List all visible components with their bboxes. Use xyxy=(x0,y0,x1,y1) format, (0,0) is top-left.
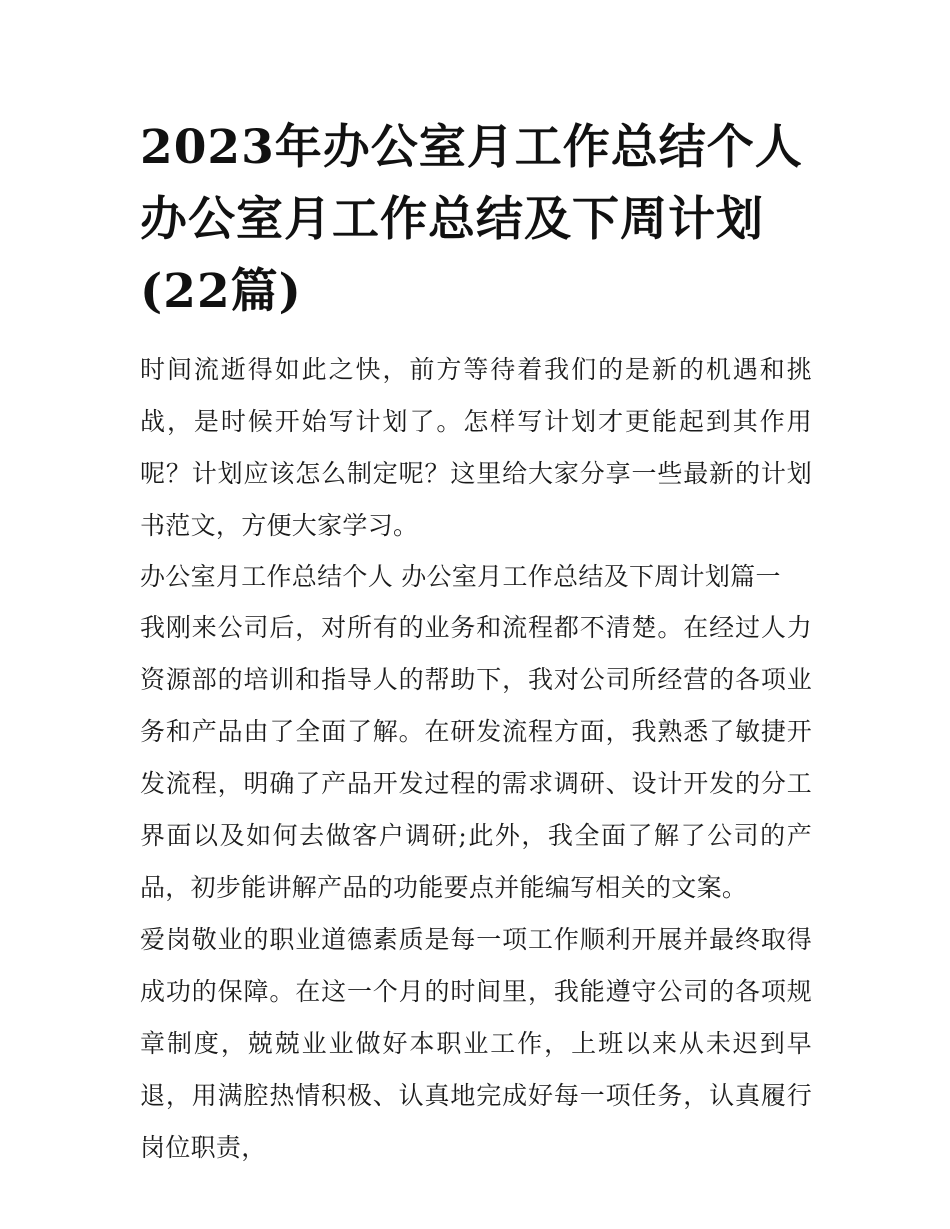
intro-paragraph: 时间流逝得如此之快，前方等待着我们的是新的机遇和挑战，是时候开始写计划了。怎样写计划才更能起到其作用呢？计划应该怎么制定呢？这里给大家分享一些最新的计划书范文，方便大家学习。 xyxy=(140,355,812,540)
body-paragraph: 爱岗敬业的职业道德素质是每一项工作顺利开展并最终取得成功的保障。在这一个月的时间里，我能遵守公司的各项规章制度，兢兢业业做好本职业工作，上班以来从未迟到早退，用满腔热情积极、认真地完成好每一项任务，认真履行岗位职责， xyxy=(140,925,812,1162)
body-paragraph: 我刚来公司后，对所有的业务和流程都不清楚。在经过人力资源部的培训和指导人的帮助下，我对公司所经营的各项业务和产品由了全面了解。在研发流程方面，我熟悉了敏捷开发流程，明确了产品开发过程的需求调研、设计开发的分工界面以及如何去做客户调研;此外，我全面了解了公司的产品，初步能讲解产品的功能要点并能编写相关的文案。 xyxy=(140,613,812,902)
section-heading: 办公室月工作总结个人 办公室月工作总结及下周计划篇一 xyxy=(140,562,781,591)
document-body xyxy=(140,112,812,1174)
document-title: 2023年办公室月工作总结个人 办公室月工作总结及下周计划(22篇) xyxy=(140,120,803,319)
